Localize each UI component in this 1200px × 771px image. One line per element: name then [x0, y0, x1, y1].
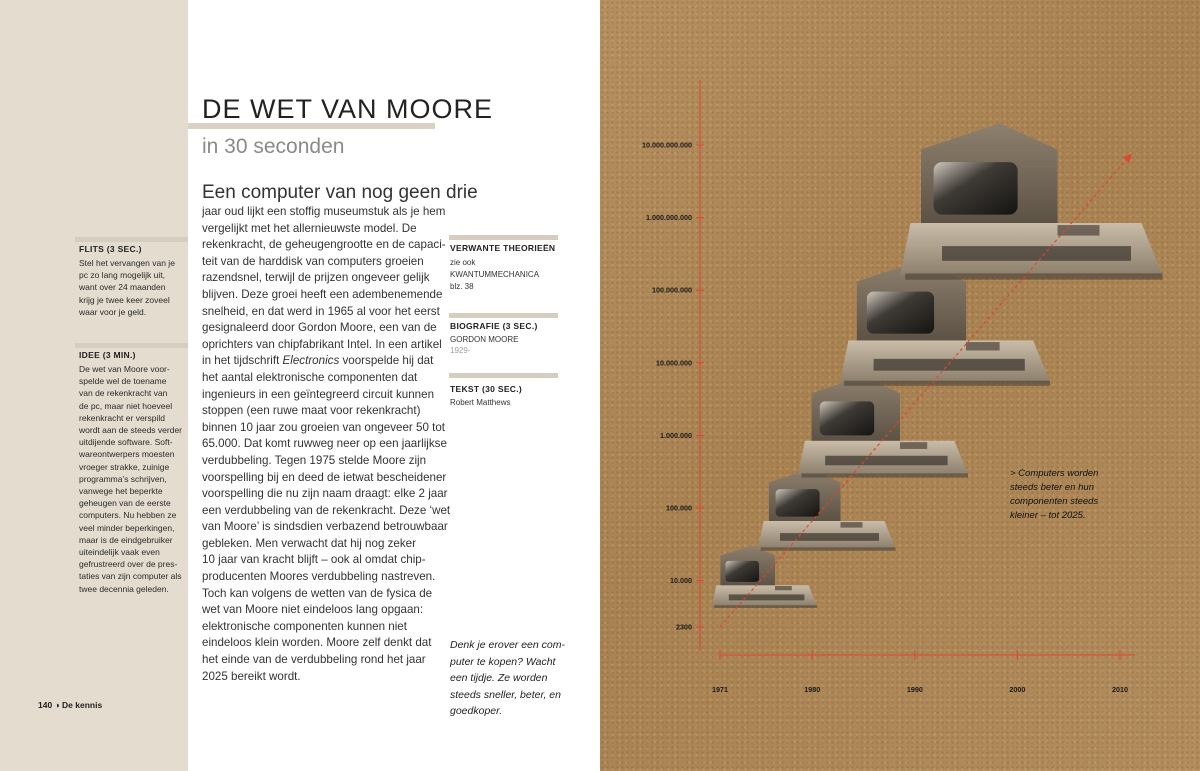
- body-line: Toch kan volgens de wetten van de fysica de: [202, 586, 433, 600]
- idee-heading: IDEE (3 MIN.): [79, 350, 136, 360]
- body-line: 10 jaar van kracht blijft – ook al omdat chip-: [202, 553, 426, 567]
- idee-line: spelde wel de toename: [79, 376, 167, 387]
- y-tick-label: 100.000.000: [652, 285, 692, 295]
- annotation-line: > Computers worden: [1010, 468, 1099, 479]
- monitor-screen: [776, 489, 820, 516]
- idee-line: veel minder beperkingen,: [79, 522, 175, 533]
- chart-annotation: [1010, 467, 1140, 523]
- y-tick-label: 10.000: [670, 576, 692, 586]
- computer-shadow: [801, 473, 968, 477]
- keyboard: [874, 359, 1025, 371]
- idee-line: rekenkracht er verspild: [79, 412, 165, 423]
- tekst-line-1: Robert Matthews: [450, 398, 511, 407]
- verwante-line-1: zie ook: [450, 258, 476, 267]
- quote-line: steeds sneller, beter, en: [450, 688, 561, 701]
- idee-line: van de rekenkracht van: [79, 388, 168, 399]
- annotation-line: kleiner – tot 2025.: [1010, 510, 1086, 521]
- body-line: 65.000. Dat komt ruwweg neer op een jaarlijkse: [202, 437, 447, 451]
- x-tick-label: 1990: [906, 685, 923, 694]
- page-subtitle: in 30 seconden: [202, 135, 345, 158]
- body-line: stoppen (een ruwe maat voor rekenkracht): [202, 404, 421, 418]
- computer-shadow: [714, 605, 817, 608]
- body-line: gesignaleerd door Gordon Moore, een van de: [202, 321, 437, 335]
- moore-law-chart: [600, 0, 1200, 771]
- biografie-rule: [449, 313, 558, 318]
- keyboard: [780, 533, 879, 541]
- idee-line: wordt aan de steeds verder: [79, 425, 183, 436]
- monitor-screen: [867, 292, 934, 334]
- pet-computer: [798, 376, 968, 477]
- idee-line: uitdijende software. Soft-: [79, 437, 173, 448]
- body-line: vergelijkt met het allernieuwste model. De: [202, 221, 417, 235]
- body-line: een verdubbeling van de rekenkracht. Deze ‘wet: [202, 503, 451, 517]
- body-line: voorspelling bij en deed de ietwat bescheidener: [202, 470, 447, 484]
- verwante-rule: [449, 235, 558, 240]
- idee-line: wareontwerpers moesten: [79, 449, 175, 460]
- y-tick-label: 1.000.000: [660, 430, 692, 440]
- body-line: jaar oud lijkt een stoffig museumstuk als je hem: [202, 205, 446, 218]
- computer-shadow: [844, 381, 1050, 386]
- pet-badge: [900, 442, 927, 449]
- body-line: gebleken. Men verwacht dat hij nog zeker: [202, 536, 416, 550]
- page-title: DE WET VAN MOORE: [202, 94, 494, 124]
- quote-line: puter te kopen? Wacht: [450, 655, 556, 668]
- flits-line: pc zo lang mogelijk uit,: [79, 270, 165, 281]
- body-line: het einde van de verdubbeling rond het jaar: [202, 653, 426, 667]
- body-line: razendsnel, terwijl de prijzen ongeveer gelijk: [202, 271, 430, 285]
- body-line: ingenieurs in een geïntegreerd circuit kunnen: [202, 387, 435, 401]
- monitor-screen: [820, 401, 874, 435]
- idee-line: maar is de eindgebruiker: [79, 534, 173, 545]
- keyboard: [942, 246, 1131, 261]
- pet-computer: [900, 123, 1163, 279]
- idee-line: computers. Nu hebben ze: [79, 510, 177, 521]
- idee-rule: [75, 343, 188, 348]
- pet-computer: [758, 469, 896, 551]
- body-line: voorspelling die nu zijn naam draagt: elke 2 jaar: [202, 487, 448, 501]
- y-tick-label: 10.000.000.000: [642, 140, 692, 150]
- body-line: 2025 bereikt wordt.: [202, 669, 301, 683]
- idee-line: geheugen van de eerste: [79, 498, 171, 509]
- flits-line: want over 24 maanden: [79, 282, 166, 293]
- computer-shadow: [761, 547, 896, 550]
- verwante-line-3: blz. 38: [450, 282, 474, 291]
- body-line: het aantal elektronische componenten dat: [202, 370, 418, 384]
- pet-badge: [966, 342, 1000, 350]
- monitor-screen: [725, 561, 759, 582]
- tekst-rule: [449, 373, 558, 378]
- body-line: wet van Moore niet eindeloos lang opgaan:: [202, 603, 424, 617]
- annotation-line: componenten steeds: [1010, 496, 1099, 507]
- page-folio: 140 ◑ De kennis: [38, 700, 103, 710]
- pull-quote: [450, 637, 570, 720]
- flits-line: krijg je twee keer zoveel: [79, 294, 170, 305]
- idee-line: gefrustreerd over de pres-: [79, 559, 178, 570]
- biografie-heading: BIOGRAFIE (3 SEC.): [450, 321, 538, 331]
- body-line: teit van de harddisk van computers groeien: [202, 254, 424, 268]
- quote-line: Denk je erover een com-: [450, 639, 565, 651]
- y-tick-label: 2300: [676, 622, 692, 632]
- body-line: elektronische componenten kunnen niet: [202, 619, 407, 633]
- body-line: in het tijdschrift Electronics voorspelde hij dat: [202, 354, 434, 368]
- flits-heading: FLITS (3 SEC.): [79, 244, 142, 254]
- journal-name: Electronics: [282, 354, 340, 368]
- idee-line: taties van zijn computer als: [79, 571, 182, 582]
- idee-line: twee decennia geleden.: [79, 583, 169, 594]
- flits-line: Stel het vervangen van je: [79, 258, 175, 268]
- body-line: oprichters van chipfabrikant Intel. In een artikel: [202, 337, 442, 351]
- tekst-heading: TEKST (30 SEC.): [450, 384, 523, 394]
- flits-line: waar voor je geld.: [79, 306, 147, 317]
- y-tick-label: 100.000: [666, 503, 692, 513]
- body-line: producenten Moores verdubbeling nastreven.: [202, 570, 436, 584]
- idee-line: De wet van Moore voor-: [79, 364, 170, 374]
- quote-line: een tijdje. Ze worden: [450, 672, 548, 684]
- y-tick-label: 10.000.000: [656, 358, 692, 368]
- verwante-heading: VERWANTE THEORIEËN: [450, 243, 556, 253]
- idee-line: vanwege het beperkte: [79, 486, 163, 497]
- annotation-line: steeds beter en hun: [1010, 482, 1094, 493]
- biografie-line-1: GORDON MOORE: [450, 335, 519, 344]
- idee-line: programma’s schrijven,: [79, 473, 167, 484]
- pet-badge: [841, 522, 863, 528]
- body-line: blijven. Deze groei heeft een adembenemende: [202, 287, 443, 301]
- idee-line: de pc, maar niet hoeveel: [79, 400, 173, 411]
- monitor-screen: [934, 162, 1018, 214]
- lead-sentence: Een computer van nog geen drie: [202, 182, 478, 203]
- keyboard: [825, 456, 947, 466]
- flits-rule: [75, 237, 188, 242]
- x-tick-label: 1971: [712, 685, 728, 694]
- body-text: [202, 204, 451, 685]
- idee-text: [79, 363, 187, 595]
- idee-line: vroeger strakke, zuinige: [79, 461, 170, 472]
- keyboard: [729, 594, 805, 600]
- body-line: snelheid, en dat werd in 1965 al voor het eerst: [202, 304, 440, 318]
- y-tick-label: 1.000.000.000: [646, 213, 692, 223]
- x-tick-label: 2010: [1112, 685, 1128, 694]
- body-line: eindeloos klein worden. Moore zelf denkt dat: [202, 636, 432, 650]
- pet-badge: [1058, 225, 1100, 236]
- body-line: van Moore’ is sindsdien verbazend betrouwbaar: [202, 520, 448, 534]
- flits-text: [79, 257, 187, 318]
- idee-line: uiteindelijk vaak even: [79, 547, 160, 558]
- pet-badge: [775, 586, 792, 590]
- body-line: binnen 10 jaar zou groeien van ongeveer 50 tot: [202, 420, 446, 434]
- verwante-line-2[interactable]: KWANTUMMECHANICA: [450, 270, 540, 279]
- quote-line: goedkoper.: [450, 705, 503, 717]
- body-line: rekenkracht, de geheugengrootte en de capaci-: [202, 238, 446, 252]
- body-line: verdubbeling. Tegen 1975 stelde Moore zijn: [202, 453, 427, 467]
- computer-shadow: [905, 273, 1162, 279]
- biografie-line-2: 1929-: [450, 346, 471, 355]
- x-tick-label: 2000: [1009, 685, 1026, 694]
- x-tick-label: 1980: [804, 685, 821, 694]
